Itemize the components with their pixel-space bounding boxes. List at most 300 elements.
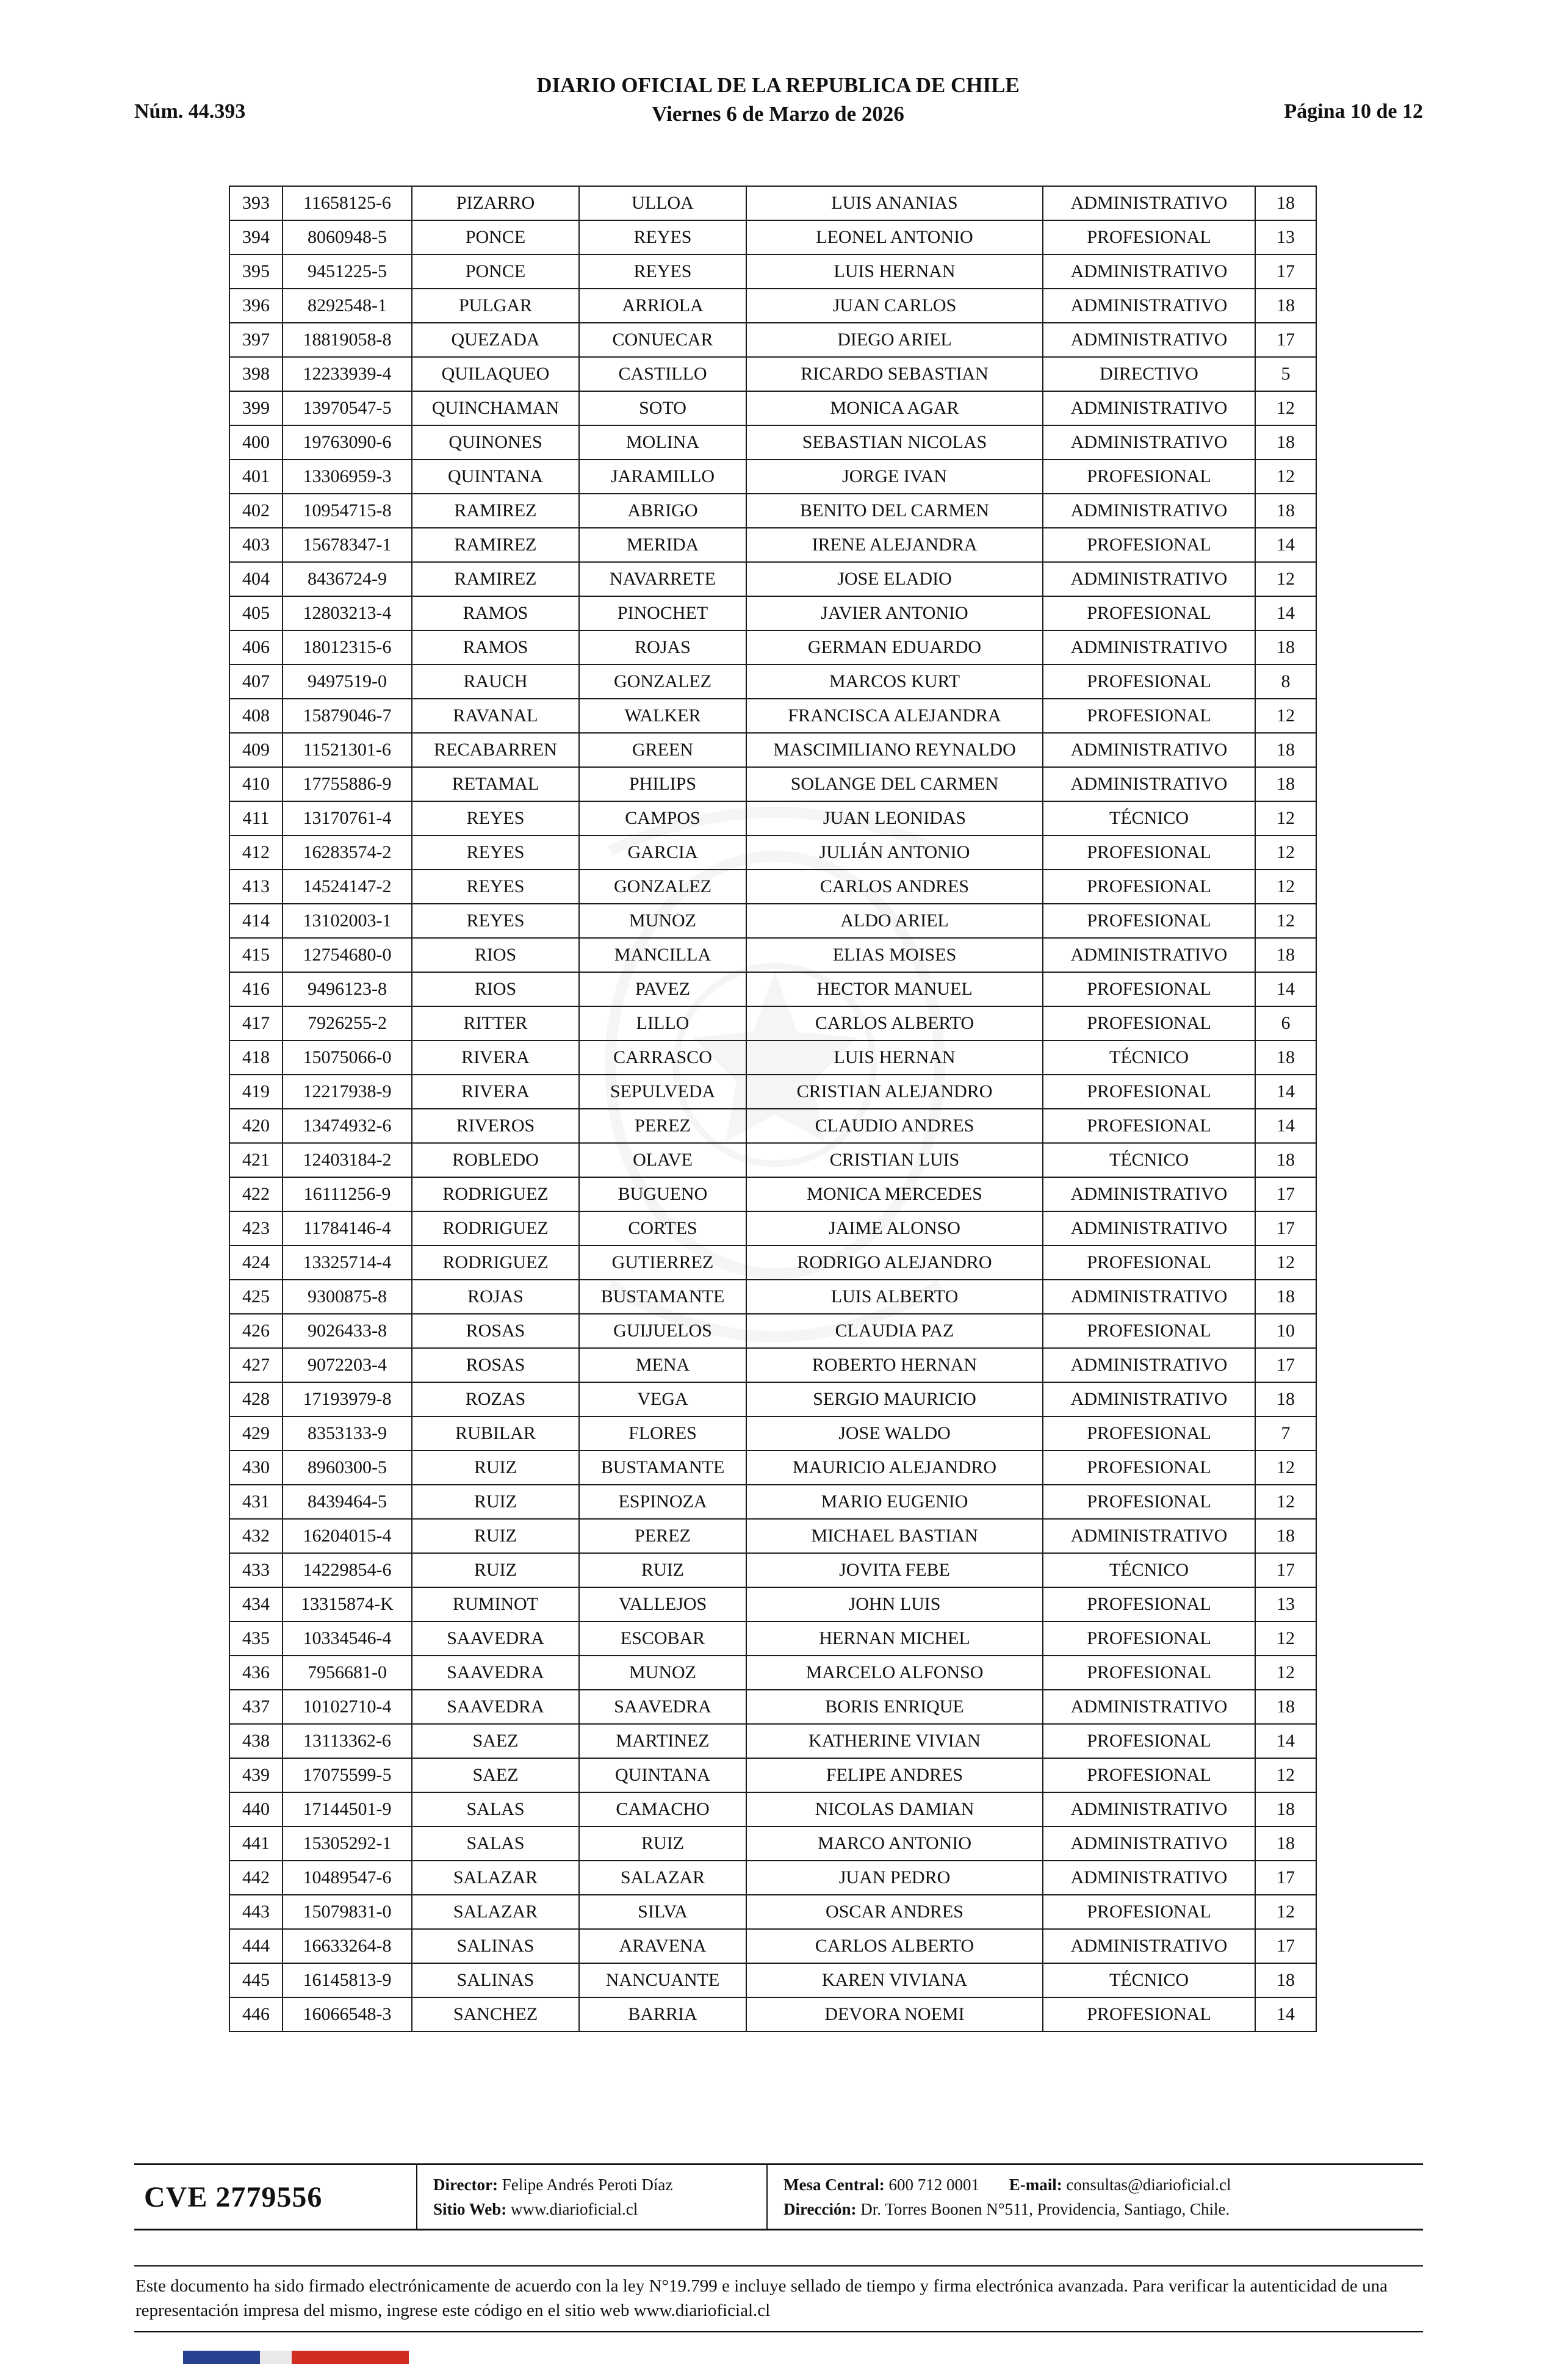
cell-rut: 13170761-4 (283, 801, 412, 835)
cell-horas: 18 (1255, 1826, 1316, 1861)
cell-horas: 5 (1255, 357, 1316, 391)
cell-horas: 17 (1255, 1553, 1316, 1587)
cell-rut: 17755886-9 (283, 767, 412, 801)
cell-apellido-paterno: RAMIREZ (412, 494, 579, 528)
cell-apellido-paterno: RIVERA (412, 1040, 579, 1075)
cell-row-number: 440 (229, 1792, 283, 1826)
cell-rut: 12217938-9 (283, 1075, 412, 1109)
cell-row-number: 434 (229, 1587, 283, 1621)
cell-horas: 18 (1255, 289, 1316, 323)
cell-apellido-paterno: SALAS (412, 1792, 579, 1826)
cell-horas: 18 (1255, 1280, 1316, 1314)
cell-rut: 15075066-0 (283, 1040, 412, 1075)
table-row (229, 1109, 1316, 1143)
cell-estamento: DIRECTIVO (1043, 357, 1255, 391)
cell-apellido-paterno: QUINONES (412, 425, 579, 460)
masthead-date: Viernes 6 de Marzo de 2026 (652, 102, 904, 126)
cell-horas: 18 (1255, 1382, 1316, 1416)
cell-rut: 16111256-9 (283, 1177, 412, 1211)
cell-apellido-paterno: SALINAS (412, 1963, 579, 1997)
cell-horas: 12 (1255, 801, 1316, 835)
cell-horas: 14 (1255, 1075, 1316, 1109)
cell-horas: 6 (1255, 1006, 1316, 1040)
cell-rut: 13325714-4 (283, 1246, 412, 1280)
table-row (229, 733, 1316, 767)
cell-estamento: ADMINISTRATIVO (1043, 630, 1255, 665)
cell-horas: 18 (1255, 630, 1316, 665)
cell-apellido-materno: MANCILLA (579, 938, 746, 972)
table-row (229, 801, 1316, 835)
cell-nombres: JUAN LEONIDAS (746, 801, 1043, 835)
cell-apellido-paterno: RODRIGUEZ (412, 1211, 579, 1246)
cell-apellido-materno: MARTINEZ (579, 1724, 746, 1758)
cell-apellido-materno: ULLOA (579, 186, 746, 220)
cell-estamento: ADMINISTRATIVO (1043, 562, 1255, 596)
cell-estamento: PROFESIONAL (1043, 1485, 1255, 1519)
cell-estamento: ADMINISTRATIVO (1043, 1792, 1255, 1826)
table-row (229, 1963, 1316, 1997)
cell-horas: 12 (1255, 562, 1316, 596)
cell-apellido-materno: GREEN (579, 733, 746, 767)
cell-nombres: JORGE IVAN (746, 460, 1043, 494)
cell-apellido-materno: ARRIOLA (579, 289, 746, 323)
cell-apellido-paterno: QUILAQUEO (412, 357, 579, 391)
cell-apellido-materno: MUNOZ (579, 1656, 746, 1690)
cell-estamento: PROFESIONAL (1043, 699, 1255, 733)
cell-apellido-paterno: RAVANAL (412, 699, 579, 733)
cell-nombres: MASCIMILIANO REYNALDO (746, 733, 1043, 767)
table-row (229, 1690, 1316, 1724)
cell-apellido-paterno: QUINTANA (412, 460, 579, 494)
cell-rut: 13970547-5 (283, 391, 412, 425)
cell-estamento: PROFESIONAL (1043, 460, 1255, 494)
cell-row-number: 394 (229, 220, 283, 254)
cell-apellido-materno: ESCOBAR (579, 1621, 746, 1656)
cell-apellido-paterno: RUBILAR (412, 1416, 579, 1451)
cell-nombres: MARCO ANTONIO (746, 1826, 1043, 1861)
cell-nombres: NICOLAS DAMIAN (746, 1792, 1043, 1826)
cell-row-number: 417 (229, 1006, 283, 1040)
cell-horas: 12 (1255, 870, 1316, 904)
cell-apellido-paterno: RAMIREZ (412, 528, 579, 562)
cell-apellido-materno: VALLEJOS (579, 1587, 746, 1621)
cell-apellido-materno: JARAMILLO (579, 460, 746, 494)
cell-row-number: 437 (229, 1690, 283, 1724)
table-row (229, 1040, 1316, 1075)
cell-horas: 17 (1255, 1929, 1316, 1963)
cell-horas: 12 (1255, 460, 1316, 494)
cell-row-number: 410 (229, 767, 283, 801)
table-row (229, 357, 1316, 391)
flag-red-segment (292, 2351, 409, 2364)
cell-apellido-materno: VEGA (579, 1382, 746, 1416)
cell-apellido-materno: MERIDA (579, 528, 746, 562)
cell-rut: 14524147-2 (283, 870, 412, 904)
cell-rut: 8292548-1 (283, 289, 412, 323)
cell-horas: 12 (1255, 1485, 1316, 1519)
cell-apellido-paterno: SAEZ (412, 1724, 579, 1758)
table-row (229, 665, 1316, 699)
cell-horas: 18 (1255, 1690, 1316, 1724)
cell-nombres: JOVITA FEBE (746, 1553, 1043, 1587)
cell-horas: 17 (1255, 254, 1316, 289)
footer-director-block (417, 2165, 766, 2229)
cell-horas: 13 (1255, 1587, 1316, 1621)
cell-horas: 8 (1255, 665, 1316, 699)
cell-apellido-materno: OLAVE (579, 1143, 746, 1177)
cell-apellido-paterno: RAMIREZ (412, 562, 579, 596)
cell-horas: 13 (1255, 220, 1316, 254)
cell-apellido-materno: WALKER (579, 699, 746, 733)
cell-row-number: 403 (229, 528, 283, 562)
table-row (229, 1997, 1316, 2032)
email-address: consultas@diarioficial.cl (1066, 2176, 1231, 2194)
cell-nombres: LUIS HERNAN (746, 254, 1043, 289)
cell-rut: 13306959-3 (283, 460, 412, 494)
cell-rut: 17075599-5 (283, 1758, 412, 1792)
cell-row-number: 426 (229, 1314, 283, 1348)
cell-horas: 18 (1255, 1519, 1316, 1553)
cell-nombres: MONICA MERCEDES (746, 1177, 1043, 1211)
cell-row-number: 401 (229, 460, 283, 494)
cell-apellido-paterno: PIZARRO (412, 186, 579, 220)
cell-estamento: PROFESIONAL (1043, 904, 1255, 938)
cell-nombres: MARCOS KURT (746, 665, 1043, 699)
cell-apellido-paterno: SAAVEDRA (412, 1690, 579, 1724)
table-row (229, 425, 1316, 460)
cell-horas: 14 (1255, 1109, 1316, 1143)
cell-rut: 15305292-1 (283, 1826, 412, 1861)
cell-row-number: 418 (229, 1040, 283, 1075)
cell-horas: 18 (1255, 494, 1316, 528)
table-row (229, 1621, 1316, 1656)
table-row (229, 1246, 1316, 1280)
cell-nombres: JULIÁN ANTONIO (746, 835, 1043, 870)
cell-rut: 7926255-2 (283, 1006, 412, 1040)
cell-row-number: 409 (229, 733, 283, 767)
cell-apellido-paterno: ROJAS (412, 1280, 579, 1314)
cell-row-number: 443 (229, 1895, 283, 1929)
cell-estamento: PROFESIONAL (1043, 1416, 1255, 1451)
cell-apellido-paterno: REYES (412, 835, 579, 870)
cell-nombres: JAVIER ANTONIO (746, 596, 1043, 630)
cell-estamento: ADMINISTRATIVO (1043, 938, 1255, 972)
cell-estamento: ADMINISTRATIVO (1043, 186, 1255, 220)
cell-apellido-materno: NANCUANTE (579, 1963, 746, 1997)
cell-apellido-paterno: RITTER (412, 1006, 579, 1040)
cell-apellido-materno: SILVA (579, 1895, 746, 1929)
website-label: Sitio Web: (433, 2200, 507, 2218)
cell-horas: 12 (1255, 904, 1316, 938)
cell-rut: 8439464-5 (283, 1485, 412, 1519)
cell-estamento: ADMINISTRATIVO (1043, 1382, 1255, 1416)
cell-rut: 19763090-6 (283, 425, 412, 460)
cell-rut: 11658125-6 (283, 186, 412, 220)
cell-row-number: 413 (229, 870, 283, 904)
cell-apellido-materno: BARRIA (579, 1997, 746, 2032)
table-row (229, 1587, 1316, 1621)
cell-apellido-materno: RUIZ (579, 1553, 746, 1587)
cell-nombres: CLAUDIA PAZ (746, 1314, 1043, 1348)
cell-apellido-paterno: SAEZ (412, 1758, 579, 1792)
table-row (229, 254, 1316, 289)
cell-nombres: ROBERTO HERNAN (746, 1348, 1043, 1382)
cell-estamento: ADMINISTRATIVO (1043, 1690, 1255, 1724)
table-row (229, 494, 1316, 528)
cell-apellido-materno: MENA (579, 1348, 746, 1382)
cell-row-number: 406 (229, 630, 283, 665)
cell-rut: 11784146-4 (283, 1211, 412, 1246)
cell-rut: 12803213-4 (283, 596, 412, 630)
cell-rut: 9497519-0 (283, 665, 412, 699)
cell-horas: 17 (1255, 1348, 1316, 1382)
cell-row-number: 408 (229, 699, 283, 733)
table-row (229, 1451, 1316, 1485)
cell-apellido-paterno: SALAZAR (412, 1895, 579, 1929)
cell-apellido-materno: NAVARRETE (579, 562, 746, 596)
website-url: www.diarioficial.cl (511, 2200, 638, 2218)
cell-estamento: TÉCNICO (1043, 801, 1255, 835)
cell-apellido-materno: LILLO (579, 1006, 746, 1040)
director-name: Felipe Andrés Peroti Díaz (502, 2176, 673, 2194)
cell-estamento: PROFESIONAL (1043, 1314, 1255, 1348)
cell-rut: 13102003-1 (283, 904, 412, 938)
cell-row-number: 445 (229, 1963, 283, 1997)
cell-apellido-materno: REYES (579, 254, 746, 289)
cell-nombres: KAREN VIVIANA (746, 1963, 1043, 1997)
cell-apellido-materno: CAMPOS (579, 801, 746, 835)
cell-row-number: 402 (229, 494, 283, 528)
director-line (433, 2176, 766, 2194)
table-row (229, 1553, 1316, 1587)
cell-apellido-paterno: ROSAS (412, 1348, 579, 1382)
flag-blue-segment (183, 2351, 260, 2364)
cell-horas: 14 (1255, 972, 1316, 1006)
cell-rut: 8436724-9 (283, 562, 412, 596)
cell-nombres: OSCAR ANDRES (746, 1895, 1043, 1929)
table-row (229, 1519, 1316, 1553)
cell-rut: 13113362-6 (283, 1724, 412, 1758)
cell-nombres: FELIPE ANDRES (746, 1758, 1043, 1792)
table-row (229, 1929, 1316, 1963)
cell-nombres: BORIS ENRIQUE (746, 1690, 1043, 1724)
table-row (229, 870, 1316, 904)
cell-nombres: DEVORA NOEMI (746, 1997, 1043, 2032)
cell-row-number: 396 (229, 289, 283, 323)
cell-rut: 14229854-6 (283, 1553, 412, 1587)
table-row (229, 1724, 1316, 1758)
cell-estamento: PROFESIONAL (1043, 1997, 1255, 2032)
footer-info-bar (134, 2163, 1423, 2230)
mesa-central-label: Mesa Central: (783, 2176, 885, 2194)
page-indicator: Página 10 de 12 (1284, 100, 1423, 123)
cve-code: CVE 2779556 (144, 2180, 323, 2213)
cell-nombres: JUAN CARLOS (746, 289, 1043, 323)
cell-row-number: 400 (229, 425, 283, 460)
cell-row-number: 435 (229, 1621, 283, 1656)
cell-apellido-materno: MUNOZ (579, 904, 746, 938)
cell-rut: 10334546-4 (283, 1621, 412, 1656)
cell-row-number: 421 (229, 1143, 283, 1177)
cell-nombres: LUIS ANANIAS (746, 186, 1043, 220)
cell-row-number: 427 (229, 1348, 283, 1382)
cell-row-number: 432 (229, 1519, 283, 1553)
cell-estamento: ADMINISTRATIVO (1043, 254, 1255, 289)
cell-estamento: PROFESIONAL (1043, 1006, 1255, 1040)
cell-nombres: MAURICIO ALEJANDRO (746, 1451, 1043, 1485)
cell-nombres: JOSE WALDO (746, 1416, 1043, 1451)
masthead-title: DIARIO OFICIAL DE LA REPUBLICA DE CHILE (536, 73, 1020, 97)
cell-horas: 18 (1255, 938, 1316, 972)
cell-apellido-materno: MOLINA (579, 425, 746, 460)
table-row (229, 1382, 1316, 1416)
table-row (229, 699, 1316, 733)
director-label: Director: (433, 2176, 498, 2194)
address-value: Dr. Torres Boonen N°511, Providencia, Santiago, Chile. (860, 2200, 1230, 2218)
cell-horas: 10 (1255, 1314, 1316, 1348)
table-row (229, 1280, 1316, 1314)
cell-row-number: 428 (229, 1382, 283, 1416)
cell-rut: 16066548-3 (283, 1997, 412, 2032)
cell-apellido-paterno: RIVERA (412, 1075, 579, 1109)
cell-rut: 10954715-8 (283, 494, 412, 528)
email-label: E-mail: (1009, 2176, 1062, 2194)
table-row (229, 1656, 1316, 1690)
cell-horas: 12 (1255, 1621, 1316, 1656)
cell-estamento: PROFESIONAL (1043, 665, 1255, 699)
table-row (229, 1348, 1316, 1382)
table-row (229, 460, 1316, 494)
cell-estamento: ADMINISTRATIVO (1043, 1519, 1255, 1553)
cell-apellido-materno: ARAVENA (579, 1929, 746, 1963)
cell-rut: 15879046-7 (283, 699, 412, 733)
cell-apellido-materno: QUINTANA (579, 1758, 746, 1792)
cell-apellido-materno: PEREZ (579, 1109, 746, 1143)
cell-horas: 18 (1255, 425, 1316, 460)
cell-apellido-paterno: RIOS (412, 938, 579, 972)
cell-apellido-paterno: ROZAS (412, 1382, 579, 1416)
cell-nombres: JOHN LUIS (746, 1587, 1043, 1621)
cell-row-number: 407 (229, 665, 283, 699)
cell-nombres: HERNAN MICHEL (746, 1621, 1043, 1656)
cell-estamento: PROFESIONAL (1043, 1621, 1255, 1656)
cell-rut: 13474932-6 (283, 1109, 412, 1143)
cell-row-number: 397 (229, 323, 283, 357)
cell-estamento: ADMINISTRATIVO (1043, 494, 1255, 528)
table-row (229, 562, 1316, 596)
cell-horas: 18 (1255, 186, 1316, 220)
cell-estamento: ADMINISTRATIVO (1043, 425, 1255, 460)
cell-apellido-materno: RUIZ (579, 1826, 746, 1861)
cell-rut: 16145813-9 (283, 1963, 412, 1997)
cell-nombres: MARIO EUGENIO (746, 1485, 1043, 1519)
cell-nombres: CLAUDIO ANDRES (746, 1109, 1043, 1143)
cell-rut: 18819058-8 (283, 323, 412, 357)
table-row (229, 186, 1316, 220)
cell-apellido-materno: SOTO (579, 391, 746, 425)
table-row (229, 1826, 1316, 1861)
cell-rut: 10102710-4 (283, 1690, 412, 1724)
contact-line (783, 2176, 1423, 2194)
cell-estamento: ADMINISTRATIVO (1043, 1826, 1255, 1861)
cell-row-number: 423 (229, 1211, 283, 1246)
cell-rut: 9496123-8 (283, 972, 412, 1006)
cell-rut: 16283574-2 (283, 835, 412, 870)
cell-apellido-paterno: RIOS (412, 972, 579, 1006)
cell-apellido-paterno: SANCHEZ (412, 1997, 579, 2032)
cell-nombres: ELIAS MOISES (746, 938, 1043, 972)
cell-apellido-materno: PHILIPS (579, 767, 746, 801)
cell-nombres: LUIS ALBERTO (746, 1280, 1043, 1314)
cell-apellido-materno: SAAVEDRA (579, 1690, 746, 1724)
table-row (229, 630, 1316, 665)
table-row (229, 220, 1316, 254)
table-row (229, 391, 1316, 425)
table-row (229, 1861, 1316, 1895)
cell-estamento: PROFESIONAL (1043, 835, 1255, 870)
table-row (229, 596, 1316, 630)
cell-nombres: FRANCISCA ALEJANDRA (746, 699, 1043, 733)
cell-apellido-paterno: QUINCHAMAN (412, 391, 579, 425)
cell-estamento: PROFESIONAL (1043, 1451, 1255, 1485)
cell-apellido-paterno: RODRIGUEZ (412, 1177, 579, 1211)
cell-horas: 12 (1255, 1758, 1316, 1792)
cell-rut: 12754680-0 (283, 938, 412, 972)
issue-number: Núm. 44.393 (134, 100, 246, 123)
cell-rut: 17193979-8 (283, 1382, 412, 1416)
chile-flag (183, 2351, 409, 2364)
cell-apellido-paterno: QUEZADA (412, 323, 579, 357)
cell-apellido-materno: REYES (579, 220, 746, 254)
cell-rut: 8960300-5 (283, 1451, 412, 1485)
cell-apellido-materno: BUSTAMANTE (579, 1280, 746, 1314)
table-row (229, 528, 1316, 562)
cell-nombres: LEONEL ANTONIO (746, 220, 1043, 254)
table-row (229, 767, 1316, 801)
cell-apellido-paterno: RIVEROS (412, 1109, 579, 1143)
table-body (229, 186, 1316, 2032)
table-row (229, 972, 1316, 1006)
cell-row-number: 411 (229, 801, 283, 835)
cell-nombres: RICARDO SEBASTIAN (746, 357, 1043, 391)
cell-row-number: 399 (229, 391, 283, 425)
cell-row-number: 433 (229, 1553, 283, 1587)
cell-nombres: SOLANGE DEL CARMEN (746, 767, 1043, 801)
cell-nombres: MICHAEL BASTIAN (746, 1519, 1043, 1553)
cell-apellido-paterno: RUMINOT (412, 1587, 579, 1621)
cell-nombres: JUAN PEDRO (746, 1861, 1043, 1895)
table-row (229, 938, 1316, 972)
cell-row-number: 438 (229, 1724, 283, 1758)
cell-row-number: 419 (229, 1075, 283, 1109)
cell-horas: 12 (1255, 1656, 1316, 1690)
cell-horas: 18 (1255, 1963, 1316, 1997)
cell-row-number: 414 (229, 904, 283, 938)
cell-nombres: LUIS HERNAN (746, 1040, 1043, 1075)
cell-estamento: PROFESIONAL (1043, 220, 1255, 254)
cell-estamento: PROFESIONAL (1043, 528, 1255, 562)
table-row (229, 1177, 1316, 1211)
cell-estamento: ADMINISTRATIVO (1043, 289, 1255, 323)
cell-apellido-paterno: RAMOS (412, 596, 579, 630)
cell-rut: 9026433-8 (283, 1314, 412, 1348)
cell-apellido-materno: SEPULVEDA (579, 1075, 746, 1109)
cell-row-number: 422 (229, 1177, 283, 1211)
cell-estamento: ADMINISTRATIVO (1043, 1211, 1255, 1246)
cell-apellido-paterno: SALAS (412, 1826, 579, 1861)
cell-estamento: ADMINISTRATIVO (1043, 1348, 1255, 1382)
cell-apellido-paterno: SALAZAR (412, 1861, 579, 1895)
